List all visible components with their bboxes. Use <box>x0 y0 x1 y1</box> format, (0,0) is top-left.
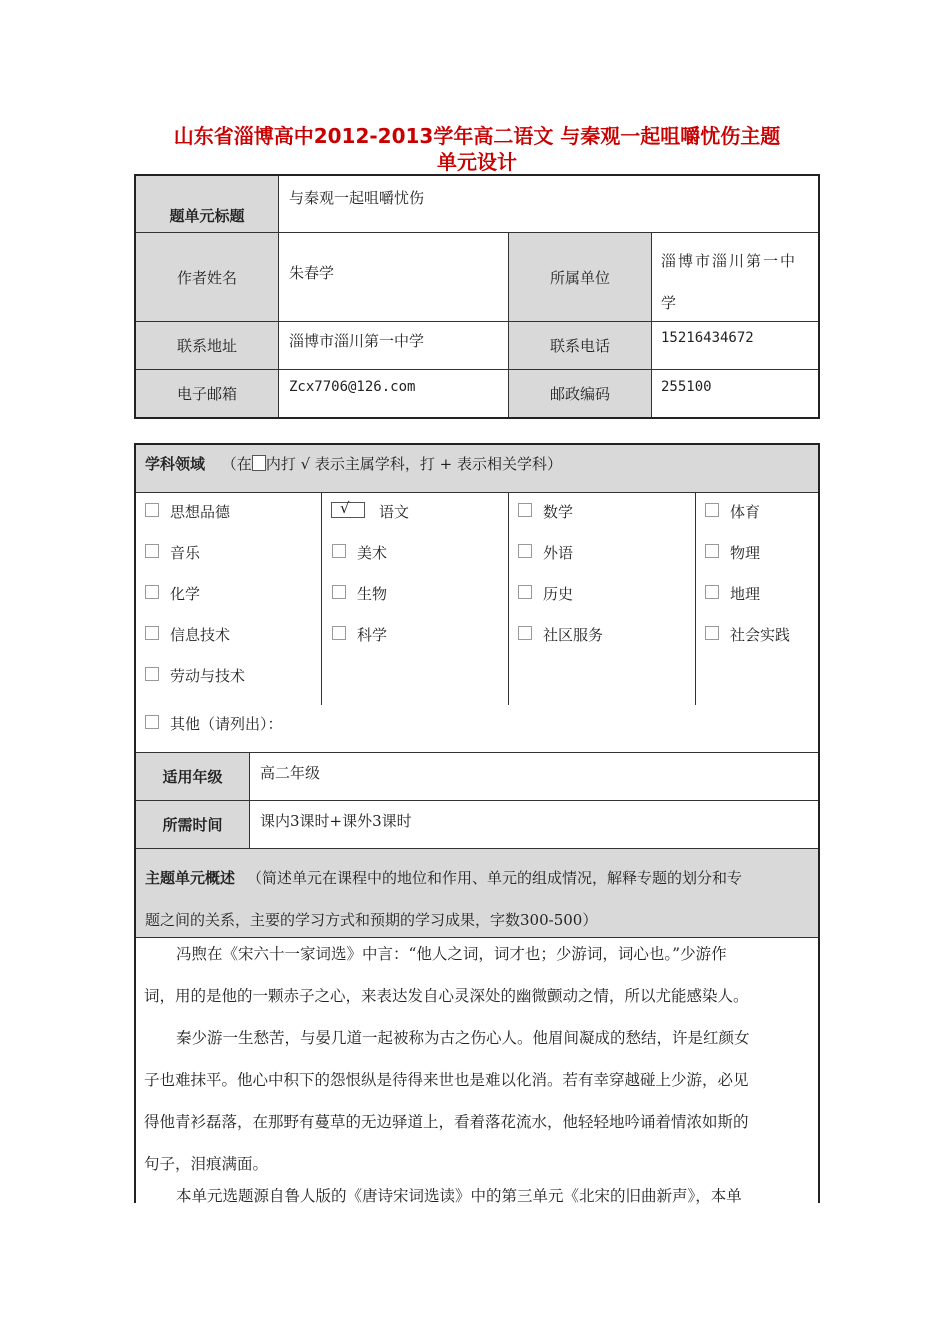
checkbox-思想品德[interactable] <box>145 503 159 517</box>
divider <box>651 233 652 417</box>
unit-title-value: 与秦观一起咀嚼忧伤 <box>289 189 425 207</box>
phone-value: 15216434672 <box>661 330 754 346</box>
author-label: 作者姓名 <box>176 268 237 287</box>
other-label: 其他（请列出）： <box>170 715 283 733</box>
checkbox-社区服务[interactable] <box>518 626 532 640</box>
divider <box>136 492 818 493</box>
subject-label: 化学 <box>170 585 201 603</box>
divider <box>508 493 509 705</box>
subject-label: 体育 <box>730 503 761 521</box>
subject-header-text <box>145 453 562 474</box>
subject-header-pre: （在 <box>221 455 252 473</box>
org-label: 所属单位 <box>549 268 610 287</box>
author-value: 朱春学 <box>289 264 335 282</box>
check-icon: √ <box>340 499 350 517</box>
email-label: 电子邮箱 <box>176 385 237 403</box>
checkbox-科学[interactable] <box>332 626 346 640</box>
phone-label: 联系电话 <box>549 337 610 355</box>
email-value: Zcx7706@126.com <box>289 379 416 395</box>
subject-header-bold: 学科领域 <box>145 455 206 473</box>
checkbox-劳动与技术[interactable] <box>145 667 159 681</box>
checkbox-外语[interactable] <box>518 544 532 558</box>
title-line-1: 山东省淄博高中2012-2013学年高二语文 与秦观一起咀嚼忧伤主题 <box>173 124 781 148</box>
checkbox-音乐[interactable] <box>145 544 159 558</box>
checkbox-语文-checked[interactable] <box>331 499 365 518</box>
subject-label: 地理 <box>730 585 761 603</box>
subject-label: 外语 <box>543 544 574 562</box>
divider <box>278 176 279 417</box>
subject-label: 历史 <box>543 585 574 603</box>
overview-line: 词，用的是他的一颗赤子之心，来表达发自心灵深处的幽微颤动之情，所以尤能感染人。 <box>144 987 749 1005</box>
overview-hint-2: 题之间的关系，主要的学习方式和预期的学习成果，字数300-500） <box>145 911 598 929</box>
overview-line: 得他青衫磊落，在那野有蔓草的无边驿道上，看着落花流水，他轻轻地吟诵着情浓如斯的 <box>144 1113 749 1131</box>
time-value: 课内3课时+课外3课时 <box>260 812 412 830</box>
overview-line: 冯煦在《宋六十一家词选》中言：“他人之词，词才也；少游词，词心也。”少游作 <box>176 945 727 963</box>
document-title <box>135 123 819 175</box>
subject-label: 生物 <box>357 585 388 603</box>
subject-label: 思想品德 <box>170 503 231 521</box>
time-label: 所需时间 <box>136 801 249 848</box>
subject-label: 物理 <box>730 544 761 562</box>
title-line-2: 单元设计 <box>437 150 517 174</box>
checkbox-物理[interactable] <box>705 544 719 558</box>
subject-label: 美术 <box>357 544 388 562</box>
subject-label: 音乐 <box>170 544 201 562</box>
overview-hint-1: （简述单元在课程中的地位和作用、单元的组成情况，解释专题的划分和专 <box>247 869 743 887</box>
subject-label: 数学 <box>543 503 574 521</box>
overview-header-text <box>145 857 813 941</box>
org-value: 淄博市淄川第一中学 <box>661 252 798 312</box>
subject-label: 社会实践 <box>730 626 791 644</box>
overview-line: 本单元选题源自鲁人版的《唐诗宋词选读》中的第三单元《北宋的旧曲新声》，本单 <box>176 1187 742 1205</box>
overview-line: 秦少游一生愁苦，与晏几道一起被称为古之伤心人。他眉间凝成的愁结，许是红颜女 <box>176 1029 750 1047</box>
grade-value: 高二年级 <box>260 764 321 782</box>
checkbox-数学[interactable] <box>518 503 532 517</box>
unit-title-label: 题单元标题 <box>169 207 245 225</box>
overview-line: 句子，泪痕满面。 <box>144 1155 269 1173</box>
address-value: 淄博市淄川第一中学 <box>289 332 425 350</box>
checkbox-社会实践[interactable] <box>705 626 719 640</box>
checkbox-信息技术[interactable] <box>145 626 159 640</box>
subject-label: 信息技术 <box>170 626 231 644</box>
subject-header-post: 内打 √ 表示主属学科，打 + 表示相关学科） <box>265 455 563 473</box>
postcode-value: 255100 <box>661 379 712 395</box>
divider <box>321 493 322 705</box>
postcode-label: 邮政编码 <box>549 385 610 403</box>
subject-label: 科学 <box>357 626 388 644</box>
subject-label: 语文 <box>379 503 410 521</box>
checkbox-化学[interactable] <box>145 585 159 599</box>
grade-label: 适用年级 <box>136 753 249 800</box>
checkbox-体育[interactable] <box>705 503 719 517</box>
overview-line: 子也难抹平。他心中积下的怨恨纵是待得来世也是难以化消。若有幸穿越碰上少游，必见 <box>144 1071 749 1089</box>
checkbox-其他[interactable] <box>145 715 159 729</box>
checkbox-历史[interactable] <box>518 585 532 599</box>
subject-label: 社区服务 <box>543 626 604 644</box>
overview-label: 主题单元概述 <box>145 869 236 887</box>
address-label: 联系地址 <box>176 337 237 355</box>
subject-label: 劳动与技术 <box>170 667 246 685</box>
checkbox-生物[interactable] <box>332 585 346 599</box>
checkbox-美术[interactable] <box>332 544 346 558</box>
divider <box>695 493 696 705</box>
box-icon <box>252 455 266 471</box>
checkbox-地理[interactable] <box>705 585 719 599</box>
